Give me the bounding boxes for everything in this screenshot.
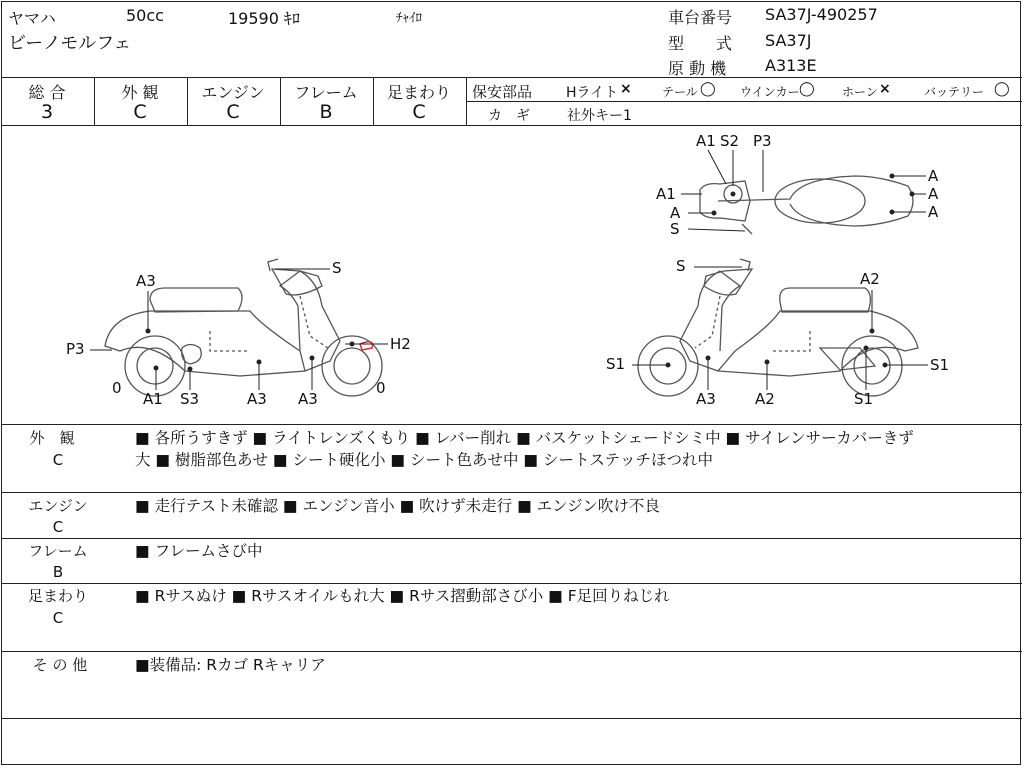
right-view-label: S1	[854, 390, 874, 408]
section-label-exterior: 外 観	[29, 429, 75, 447]
leader-dot	[257, 360, 261, 364]
right-view-label: S1	[606, 355, 626, 373]
displacement: 50cc	[126, 6, 164, 25]
horn-mark: ×	[879, 81, 891, 97]
section-grade-suspension: C	[52, 609, 64, 627]
winker-mark: ◯	[799, 81, 815, 97]
left-view-label: H2	[390, 335, 411, 353]
section-grade-exterior: C	[52, 451, 64, 469]
right-view-label: S1	[930, 356, 950, 374]
model-name: ビーノモルフェ	[8, 33, 132, 54]
leader-dot	[890, 174, 894, 178]
left-view-label: A1	[143, 390, 163, 408]
mileage: 19590 ｷﾛ	[228, 9, 300, 28]
grade-value-suspension: C	[412, 101, 426, 123]
section-text-exterior: 大 ■ 樹脂部色あせ ■ シート硬化小 ■ シート色あせ中 ■ シートステッチほつれ中	[135, 451, 714, 469]
top-view-label: A	[928, 185, 939, 203]
key-label: カ ギ	[488, 108, 530, 124]
leader-dot	[910, 192, 914, 196]
grade-value-overall: 3	[40, 101, 54, 123]
scooter-top-view	[700, 176, 913, 234]
divider	[1, 583, 1022, 584]
divider	[1, 538, 1022, 539]
section-text-frame: ■ フレームさび中	[135, 542, 263, 560]
winker-label: ウインカー	[740, 85, 800, 99]
engine-label: 原 動 機	[668, 59, 727, 78]
section-grade-frame: B	[52, 563, 64, 581]
leader-dot	[188, 367, 192, 371]
left-view-label: S	[332, 259, 342, 277]
top-view-label: A1	[656, 185, 676, 203]
top-view-label: A1	[696, 132, 716, 150]
frame-no-label: 車台番号	[668, 8, 733, 27]
section-text-exterior: ■ 各所うすきず ■ ライトレンズくもり ■ レバー削れ ■ バスケットシェードシミ中 ■ サイレンサーカバーきず	[135, 429, 914, 447]
mileage-note: ﾁｬｲﾛ	[396, 11, 422, 26]
taillight-label: テール	[662, 85, 698, 99]
right-view-label: A2	[755, 390, 775, 408]
battery-mark: ◯	[994, 81, 1010, 97]
headlight-label: Hライト	[566, 85, 619, 101]
left-view-label: 0	[112, 379, 122, 397]
leader-dot	[350, 342, 354, 346]
section-text-engine: ■ 走行テスト未確認 ■ エンジン音小 ■ 吹けず未走行 ■ エンジン吹け不良	[135, 497, 660, 515]
left-view-label: A3	[247, 390, 267, 408]
grade-label-exterior: 外 観	[121, 83, 159, 102]
section-text-suspension: ■ Rサスぬけ ■ Rサスオイルもれ大 ■ Rサス摺動部さび小 ■ F足回りねじれ	[135, 587, 670, 605]
battery-label: バッテリー	[924, 85, 985, 99]
divider	[1, 424, 1022, 425]
key-value: 社外キー1	[567, 108, 632, 124]
safety-parts-label: 保安部品	[472, 83, 533, 101]
grade-value-frame: B	[319, 101, 333, 123]
frame-no: SA37J-490257	[765, 5, 878, 24]
top-view-label: A	[670, 204, 681, 222]
horn-label: ホーン	[842, 85, 878, 99]
maker-name: ヤマハ	[8, 9, 56, 28]
engine-value: A313E	[765, 56, 817, 75]
section-grade-engine: C	[52, 518, 64, 536]
top-view-label: A	[928, 167, 939, 185]
grade-label-frame: フレーム	[294, 83, 358, 102]
top-view-label: S2	[720, 132, 740, 150]
left-view-label: A3	[136, 272, 156, 290]
top-view-label: S	[670, 220, 680, 238]
section-label-engine: エンジン	[28, 497, 88, 515]
leader-line	[688, 229, 745, 231]
leader-line	[708, 150, 726, 184]
leader-dot	[864, 346, 868, 350]
grade-label-engine: エンジン	[201, 83, 265, 102]
left-view-label: S3	[180, 390, 200, 408]
leader-dot	[890, 210, 894, 214]
diagram-labels	[66, 132, 949, 408]
grade-value-engine: C	[226, 101, 240, 123]
leader-dot	[712, 211, 716, 215]
leader-dot	[765, 360, 769, 364]
section-label-other: そ の 他	[32, 656, 88, 674]
leader-dot	[154, 366, 158, 370]
divider	[1, 77, 1022, 78]
top-view-label: A	[928, 203, 939, 221]
taillight-mark: ◯	[700, 81, 716, 97]
leader-dot	[883, 363, 887, 367]
divider	[1, 492, 1022, 493]
section-label-suspension: 足まわり	[27, 587, 88, 605]
section-label-frame: フレーム	[28, 542, 88, 560]
grade-label-suspension: 足まわり	[386, 83, 451, 102]
grade-value-exterior: C	[133, 101, 147, 123]
leader-dot	[146, 329, 150, 333]
left-view-label: P3	[66, 340, 85, 358]
top-view-label: P3	[753, 132, 772, 150]
right-view-label: A3	[696, 390, 716, 408]
type-label: 型 式	[668, 34, 733, 53]
right-view-label: S	[676, 257, 686, 275]
leader-lines	[90, 150, 928, 390]
left-view-label: 0	[376, 379, 386, 397]
section-text-other: ■装備品: Rカゴ Rキャリア	[135, 656, 326, 674]
divider	[1, 718, 1022, 719]
leader-dot	[731, 192, 735, 196]
leader-dot	[870, 329, 874, 333]
type-value: SA37J	[765, 31, 812, 50]
divider	[466, 101, 1022, 102]
damage-diagram	[0, 126, 1022, 424]
leader-dot	[706, 356, 710, 360]
leader-dot	[310, 356, 314, 360]
headlight-mark: ×	[620, 81, 632, 97]
divider	[1, 651, 1022, 652]
right-view-label: A2	[860, 270, 880, 288]
leader-dot	[666, 363, 670, 367]
left-view-label: A3	[298, 390, 318, 408]
grade-label-overall: 総 合	[28, 83, 66, 102]
